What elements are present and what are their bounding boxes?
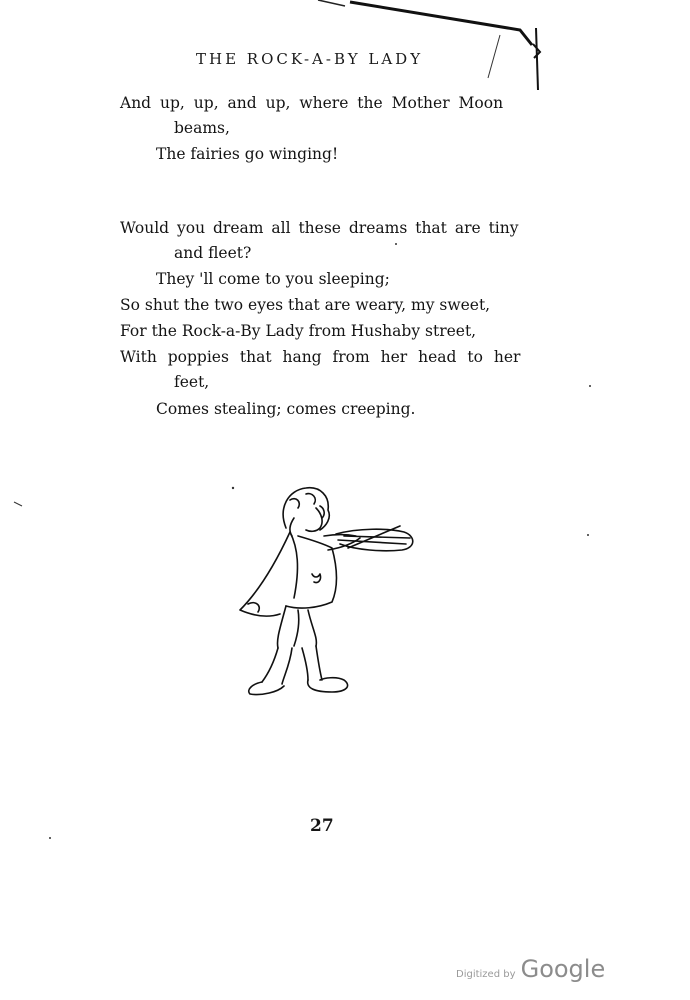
google-watermark [456,955,605,983]
running-header: THE ROCK-A-BY LADY [196,50,424,68]
poem-line: Comes stealing; comes creeping. [156,400,416,418]
poem-line: The fairies go winging! [156,145,339,163]
poem-line: Would you dream all these dreams that are tiny [120,219,519,237]
poem-line: So shut the two eyes that are weary, my sweet, [120,296,491,314]
poem-line: and fleet? [174,244,252,262]
poem-line: For the Rock-a-By Lady from Hushaby street, [120,322,477,340]
poem-line: feet, [174,373,210,391]
watermark-prefix: Digitized by [456,969,516,980]
poem-line: With poppies that hang from her head to her [120,348,521,366]
google-logo: Google [520,955,606,983]
page-number: 27 [310,816,334,836]
poem-line: And up, up, and up, where the Mother Moon [120,94,504,112]
poem-line: They 'll come to you sleeping; [156,270,390,288]
poem-line: beams, [174,119,230,137]
